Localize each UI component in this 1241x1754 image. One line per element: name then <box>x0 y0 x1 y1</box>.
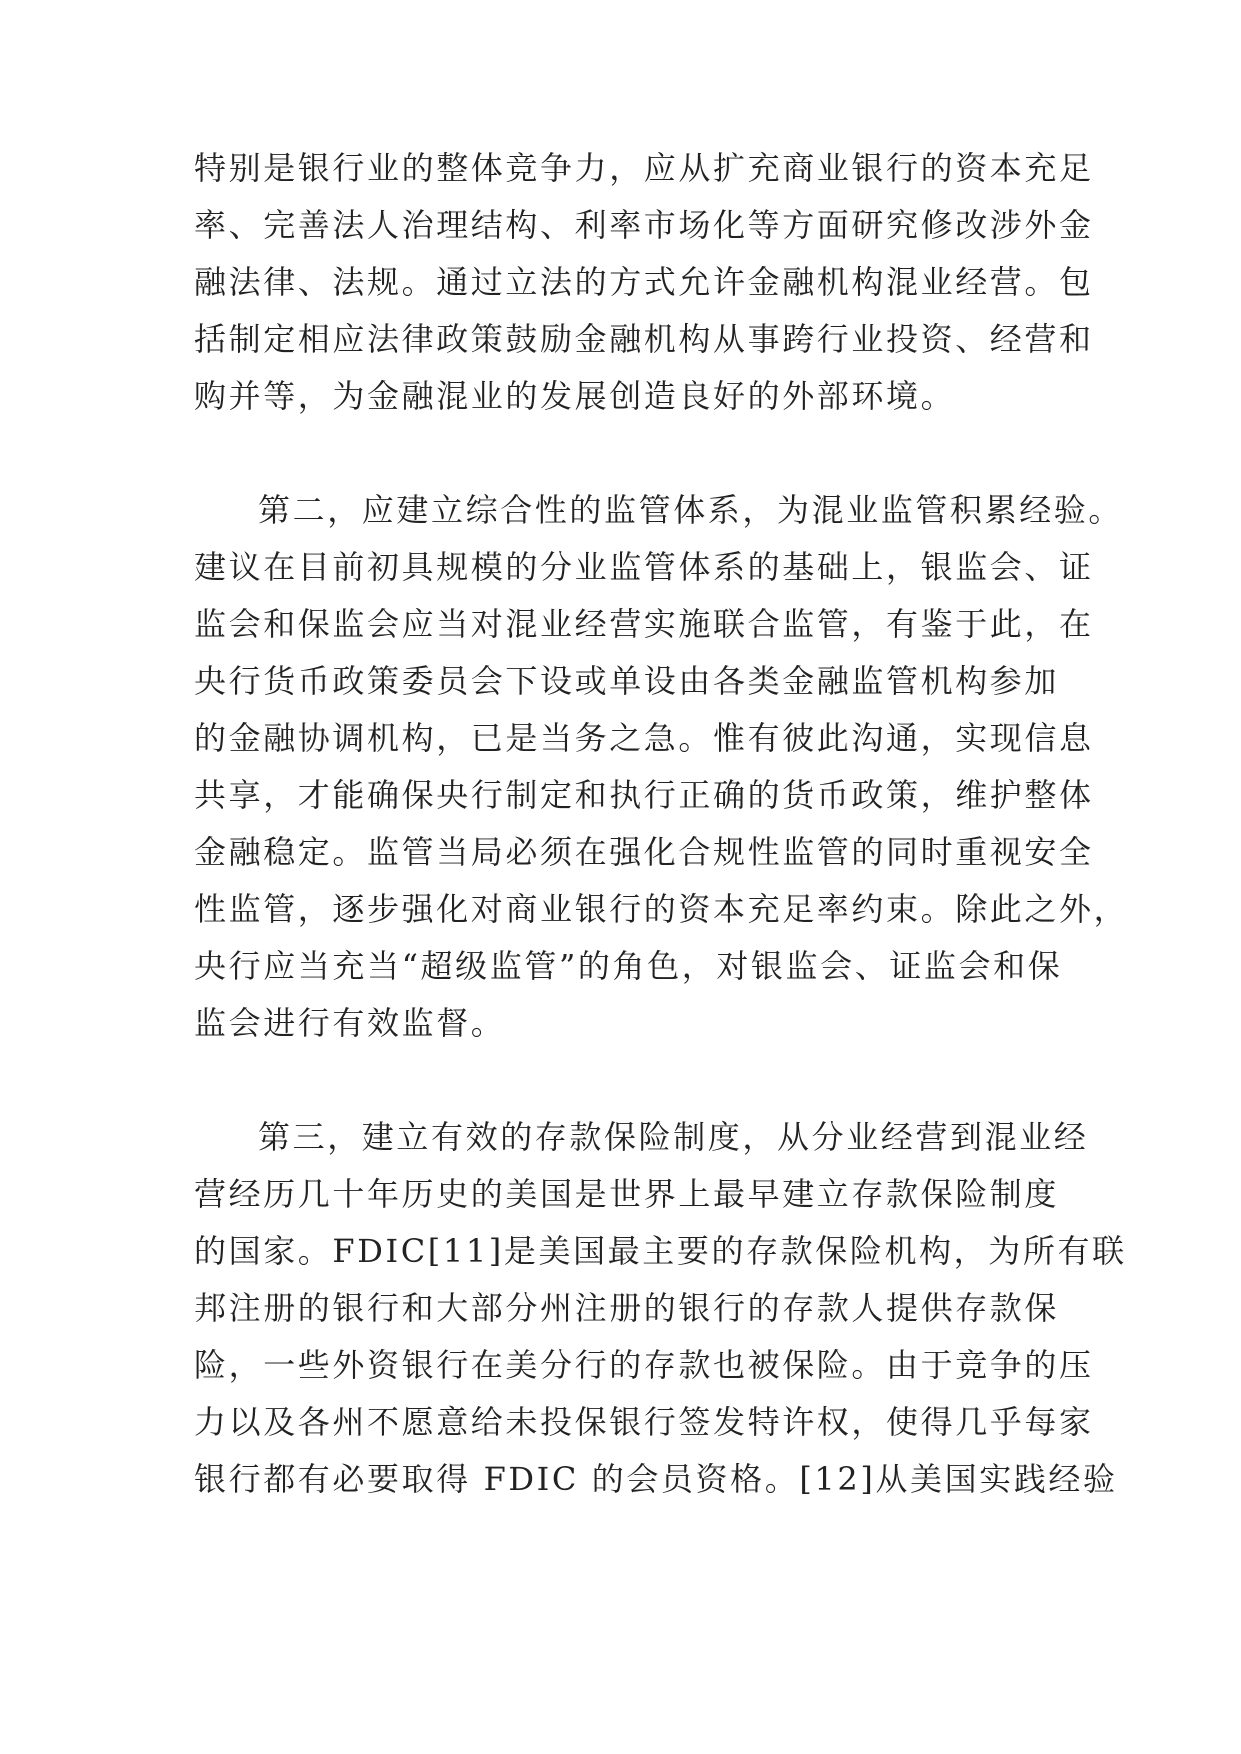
text-line: 第二，应建立综合性的监管体系，为混业监管积累经验。 <box>258 491 1124 529</box>
text-line: 融法律、法规。通过立法的方式允许金融机构混业经营。包 <box>194 263 1094 301</box>
text-line: 共享，才能确保央行制定和执行正确的货币政策，维护整体 <box>194 776 1094 814</box>
text-line: 性监管，逐步强化对商业银行的资本充足率约束。除此之外， <box>194 890 1129 928</box>
text-line: 监会进行有效监督。 <box>194 1004 506 1042</box>
text-line: 括制定相应法律政策鼓励金融机构从事跨行业投资、经营和 <box>194 320 1094 358</box>
text-line: 金融稳定。监管当局必须在强化合规性监管的同时重视安全 <box>194 833 1094 871</box>
text-line: 率、完善法人治理结构、利率市场化等方面研究修改涉外金 <box>194 206 1094 244</box>
text-line: 险，一些外资银行在美分行的存款也被保险。由于竞争的压 <box>194 1346 1094 1384</box>
text-line: 的金融协调机构，已是当务之急。惟有彼此沟通，实现信息 <box>194 719 1094 757</box>
text-line: 监会和保监会应当对混业经营实施联合监管，有鉴于此，在 <box>194 605 1094 643</box>
text-line: 银行都有必要取得 FDIC 的会员资格。[12]从美国实践经验 <box>194 1460 1118 1498</box>
text-line: 购并等，为金融混业的发展创造良好的外部环境。 <box>194 377 956 415</box>
text-line: 特别是银行业的整体竞争力，应从扩充商业银行的资本充足 <box>194 149 1094 187</box>
text-line: 营经历几十年历史的美国是世界上最早建立存款保险制度 <box>194 1175 1060 1213</box>
text-line: 力以及各州不愿意给未投保银行签发特许权，使得几乎每家 <box>194 1403 1094 1441</box>
text-line: 邦注册的银行和大部分州注册的银行的存款人提供存款保 <box>194 1289 1060 1327</box>
text-line: 建议在目前初具规模的分业监管体系的基础上，银监会、证 <box>194 548 1094 586</box>
text-line: 央行应当充当“超级监管”的角色，对银监会、证监会和保 <box>194 947 1063 985</box>
text-line: 的国家。FDIC[11]是美国最主要的存款保险机构，为所有联 <box>194 1232 1127 1270</box>
text-line: 央行货币政策委员会下设或单设由各类金融监管机构参加 <box>194 662 1060 700</box>
text-line: 第三，建立有效的存款保险制度，从分业经营到混业经 <box>258 1118 1089 1156</box>
